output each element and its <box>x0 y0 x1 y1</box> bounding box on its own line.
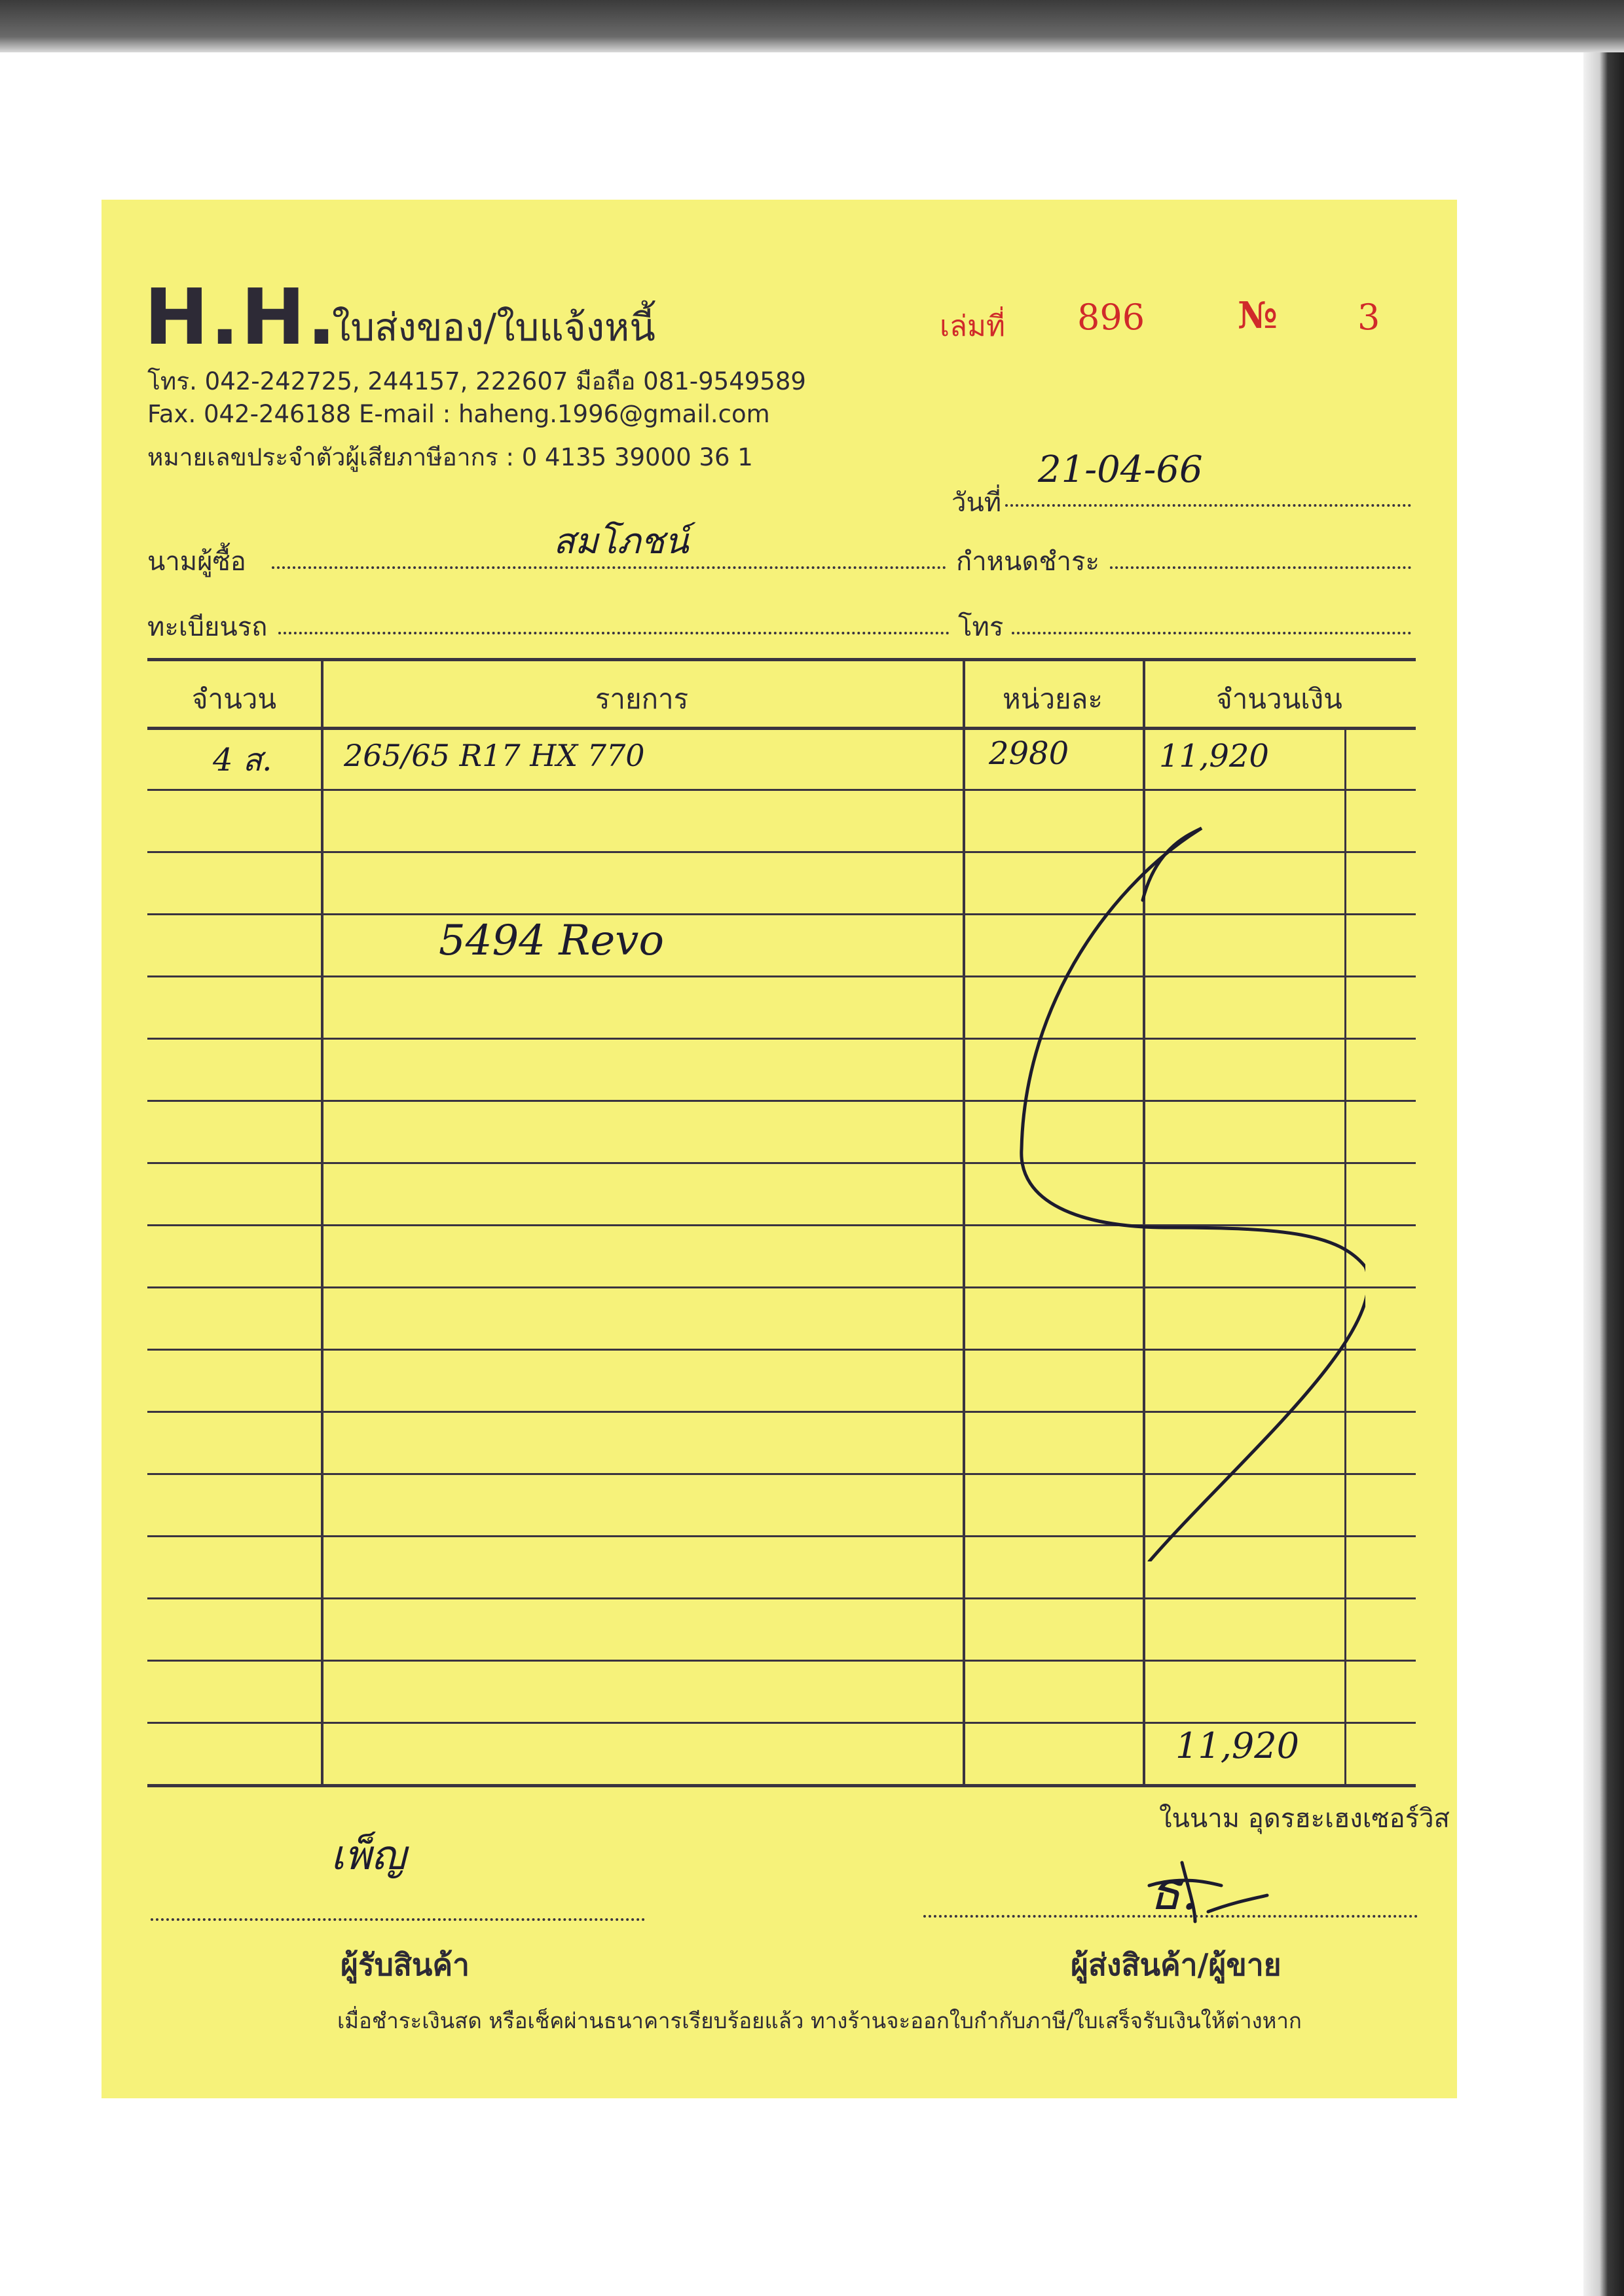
document-title: ใบส่งของ/ใบแจ้งหนี้ <box>332 305 655 350</box>
seller-signature: ธ. <box>1149 1861 1198 1922</box>
due-label: กำหนดชำระ <box>956 547 1099 577</box>
row1-amount: 11,920 <box>1159 738 1269 774</box>
header-quantity: จำนวน <box>191 683 277 715</box>
tel-dotted-line <box>1012 632 1411 634</box>
plate-label: ทะเบียนรถ <box>147 612 268 642</box>
total-amount: 11,920 <box>1175 1725 1299 1766</box>
invoice-sheet <box>101 200 1457 2098</box>
scanner-right-edge <box>1583 52 1624 2296</box>
strike-through-mark <box>999 809 1365 1561</box>
note-vehicle: 5494 Revo <box>439 917 664 965</box>
fax-line: Fax. 042-246188 E-mail : haheng.1996@gmail.com <box>147 400 770 428</box>
buyer-value: สมโภชน์ <box>553 520 689 562</box>
items-table <box>147 658 1416 1785</box>
header-item: รายการ <box>595 683 689 715</box>
tax-id-line: หมายเลขประจำตัวผู้เสียภาษีอากร : 0 4135 39000 36 1 <box>147 443 753 471</box>
row1-unit-price: 2980 <box>989 735 1069 772</box>
tel-label: โทร <box>958 612 1004 642</box>
scanner-top-edge <box>0 0 1624 52</box>
due-dotted-line <box>1110 566 1411 569</box>
header-amount: จำนวนเงิน <box>1216 683 1342 715</box>
receiver-sign-line <box>151 1918 645 1921</box>
seller-label: ผู้ส่งสินค้า/ผู้ขาย <box>1071 1947 1282 1982</box>
receiver-label: ผู้รับสินค้า <box>341 1947 470 1982</box>
receiver-signature: เพ็ญ <box>331 1831 406 1879</box>
row1-item: 265/65 R17 HX 770 <box>344 738 645 773</box>
company-logo: H.H. <box>144 272 338 362</box>
buyer-label: นามผู้ซื้อ <box>147 547 246 577</box>
payment-note: เมื่อชำระเงินสด หรือเช็คผ่านธนาคารเรียบร้อยแล้ว ทางร้านจะออกใบกำกับภาษี/ใบเสร็จรับเงินให้ต่างหาก <box>337 2008 1302 2033</box>
row1-quantity: 4 ส. <box>213 742 272 778</box>
date-label: วันที่ <box>951 488 1002 518</box>
plate-dotted-line <box>278 632 950 634</box>
date-value: 21-04-66 <box>1038 448 1203 491</box>
number-label: № <box>1238 294 1278 337</box>
book-number: 896 <box>1077 297 1145 338</box>
date-dotted-line <box>1005 504 1411 507</box>
header-unit-price: หน่วยละ <box>1003 683 1103 715</box>
phone-line: โทร. 042-242725, 244157, 222607 มือถือ 081-9549589 <box>147 367 806 395</box>
book-label: เล่มที่ <box>940 310 1006 343</box>
seller-sign-line <box>923 1915 1418 1918</box>
document-number: 3 <box>1357 297 1380 338</box>
company-name: ในนาม อุดรฮะเฮงเซอร์วิส <box>1159 1804 1450 1834</box>
